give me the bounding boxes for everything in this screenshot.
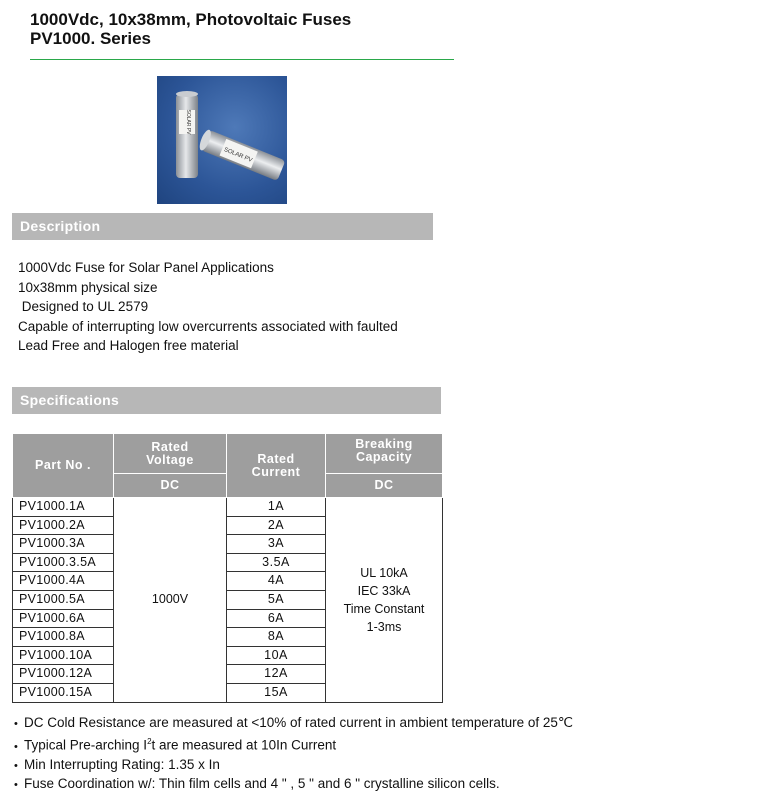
bullet-icon: • bbox=[14, 778, 18, 791]
page-title bbox=[30, 10, 351, 48]
rated-current: 3A bbox=[227, 535, 326, 554]
part-number: PV1000.3A bbox=[13, 535, 114, 554]
rated-current: 3.5A bbox=[227, 553, 326, 572]
description-line: Designed to UL 2579 bbox=[18, 299, 149, 314]
description-line: 1000Vdc Fuse for Solar Panel Applications bbox=[18, 260, 274, 275]
note-text: Typical Pre-arching I bbox=[24, 737, 148, 753]
note-superscript: 2 bbox=[147, 737, 152, 746]
rated-current: 8A bbox=[227, 628, 326, 647]
part-number: PV1000.5A bbox=[13, 590, 114, 609]
part-number: PV1000.6A bbox=[13, 609, 114, 628]
note-item bbox=[14, 775, 573, 794]
rated-current: 5A bbox=[227, 590, 326, 609]
notes-list bbox=[14, 714, 573, 794]
rated-current: 12A bbox=[227, 665, 326, 684]
header-capacity-dc: DC bbox=[326, 474, 443, 498]
part-number: PV1000.8A bbox=[13, 628, 114, 647]
fuse-label-text: SOLAR PV bbox=[185, 109, 191, 135]
note-text: Min Interrupting Rating: 1.35 x In bbox=[24, 756, 220, 772]
fuse-label-text-2: SOLAR PV bbox=[222, 147, 253, 164]
note-text: t are measured at 10In Current bbox=[151, 737, 337, 753]
title-line-1: 1000Vdc, 10x38mm, Photovoltaic Fuses bbox=[30, 10, 352, 29]
bullet-icon: • bbox=[14, 759, 18, 772]
rated-current: 10A bbox=[227, 646, 326, 665]
description-list bbox=[18, 258, 398, 356]
capacity-line: 1-3ms bbox=[366, 619, 402, 634]
part-number: PV1000.12A bbox=[13, 665, 114, 684]
header-part-no: Part No . bbox=[13, 434, 114, 498]
header-rated-current: Rated Current bbox=[227, 434, 326, 498]
note-item bbox=[14, 714, 573, 733]
title-line-2: PV1000. Series bbox=[30, 29, 151, 48]
note-text: DC Cold Resistance are measured at <10% of rated current in ambient temperature of 25℃ bbox=[24, 715, 574, 730]
header-voltage-dc: DC bbox=[114, 474, 227, 498]
note-text: Fuse Coordination w/: Thin film cells and 4 " , 5 " and 6 " crystalline silicon cells. bbox=[24, 775, 500, 791]
part-number: PV1000.15A bbox=[13, 683, 114, 702]
rated-current: 2A bbox=[227, 516, 326, 535]
table-row bbox=[13, 498, 443, 517]
product-photo bbox=[157, 76, 287, 204]
specifications-header: Specifications bbox=[12, 387, 441, 414]
bullet-icon: • bbox=[14, 718, 18, 730]
bullet-icon: • bbox=[14, 740, 18, 753]
spec-table bbox=[12, 433, 443, 703]
rated-current: 6A bbox=[227, 609, 326, 628]
capacity-line: IEC 33kA bbox=[357, 583, 411, 598]
header-rated-voltage: Rated Voltage bbox=[114, 434, 227, 474]
rated-voltage-value: 1000V bbox=[114, 498, 227, 703]
description-header: Description bbox=[12, 213, 433, 240]
part-number: PV1000.4A bbox=[13, 572, 114, 591]
rated-current: 4A bbox=[227, 572, 326, 591]
part-number: PV1000.1A bbox=[13, 498, 114, 517]
rated-current: 15A bbox=[227, 683, 326, 702]
header-breaking-capacity: Breaking Capacity bbox=[326, 434, 443, 474]
part-number: PV1000.2A bbox=[13, 516, 114, 535]
capacity-line: Time Constant bbox=[343, 601, 425, 616]
note-item bbox=[14, 733, 573, 756]
breaking-capacity-value bbox=[326, 498, 443, 703]
part-number: PV1000.3.5A bbox=[13, 553, 114, 572]
part-number: PV1000.10A bbox=[13, 646, 114, 665]
fuse-image bbox=[157, 76, 287, 204]
capacity-line: UL 10kA bbox=[360, 565, 408, 580]
description-line: Capable of interrupting low overcurrents associated with faulted bbox=[18, 318, 398, 334]
description-line: 10x38mm physical size bbox=[18, 279, 158, 295]
rated-current: 1A bbox=[227, 498, 326, 517]
description-line: Lead Free and Halogen free material bbox=[18, 338, 239, 353]
note-item bbox=[14, 756, 573, 775]
title-divider bbox=[30, 59, 454, 60]
